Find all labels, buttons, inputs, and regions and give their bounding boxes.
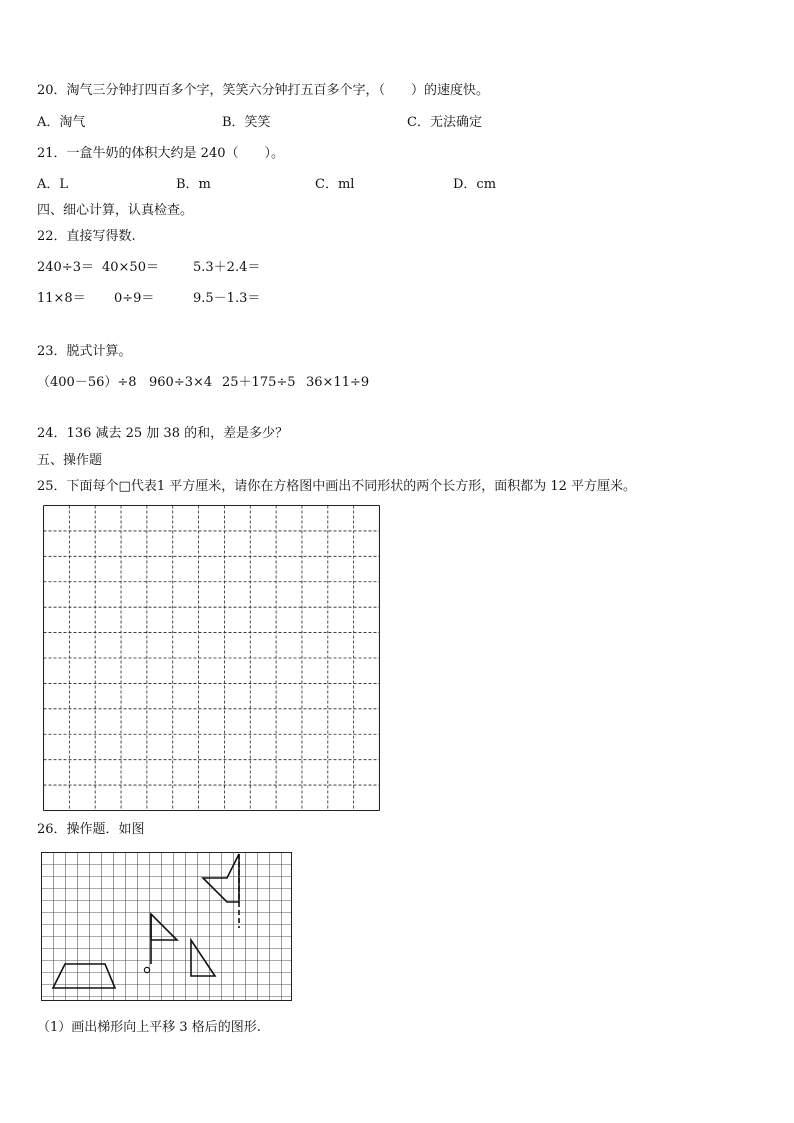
q22-item-5: 0÷9＝ bbox=[114, 291, 155, 306]
q20-option-b: B．笑笑 bbox=[222, 115, 271, 130]
q23-stem: 23．脱式计算。 bbox=[37, 344, 132, 359]
q22-item-3: 5.3＋2.4＝ bbox=[193, 260, 261, 275]
q26-sub1: （1）画出梯形向上平移 3 格后的图形. bbox=[37, 1020, 261, 1035]
q21-option-d: D．cm bbox=[453, 177, 497, 192]
q23-item-4: 36×11÷9 bbox=[306, 375, 370, 390]
q26-stem: 26．操作题．如图 bbox=[37, 822, 145, 837]
q20-stem: 20．淘气三分钟打四百多个字，笑笑六分钟打五百多个字，（ ）的速度快。 bbox=[37, 83, 490, 98]
section-4-title: 四、细心计算，认真检查。 bbox=[37, 203, 194, 218]
q22-item-2: 40×50＝ bbox=[102, 260, 159, 275]
transform-grid-figure bbox=[41, 852, 292, 1002]
right-triangle-shape bbox=[191, 940, 215, 976]
q25-stem: 25．下面每个□代表1 平方厘米，请你在方格图中画出不同形状的两个长方形，面积都为 12 平方厘米。 bbox=[37, 479, 637, 494]
q21-option-c: C．ml bbox=[315, 177, 355, 192]
q23-item-1: （400－56）÷8 bbox=[37, 375, 137, 390]
q21-stem: 21．一盒牛奶的体积大约是 240（ ）。 bbox=[37, 146, 284, 161]
rotation-center-point bbox=[144, 967, 149, 972]
q24-stem: 24．136 减去 25 加 38 的和，差是多少？ bbox=[37, 426, 289, 441]
q23-item-2: 960÷3×4 bbox=[149, 375, 213, 390]
q22-item-6: 9.5－1.3＝ bbox=[193, 291, 261, 306]
q22-item-4: 11×8＝ bbox=[37, 291, 86, 306]
flag-shape bbox=[151, 914, 177, 940]
q20-option-a: A．淘气 bbox=[37, 115, 86, 130]
q20-option-c: C．无法确定 bbox=[407, 115, 482, 130]
q22-item-1: 240÷3＝ bbox=[37, 260, 94, 275]
q23-item-3: 25＋175÷5 bbox=[222, 375, 296, 390]
q22-stem: 22．直接写得数. bbox=[37, 229, 136, 244]
q21-option-b: B．m bbox=[176, 177, 211, 192]
square-grid-12x12[interactable] bbox=[43, 505, 380, 811]
q21-option-a: A．L bbox=[37, 177, 69, 192]
section-5-title: 五、操作题 bbox=[37, 453, 103, 468]
